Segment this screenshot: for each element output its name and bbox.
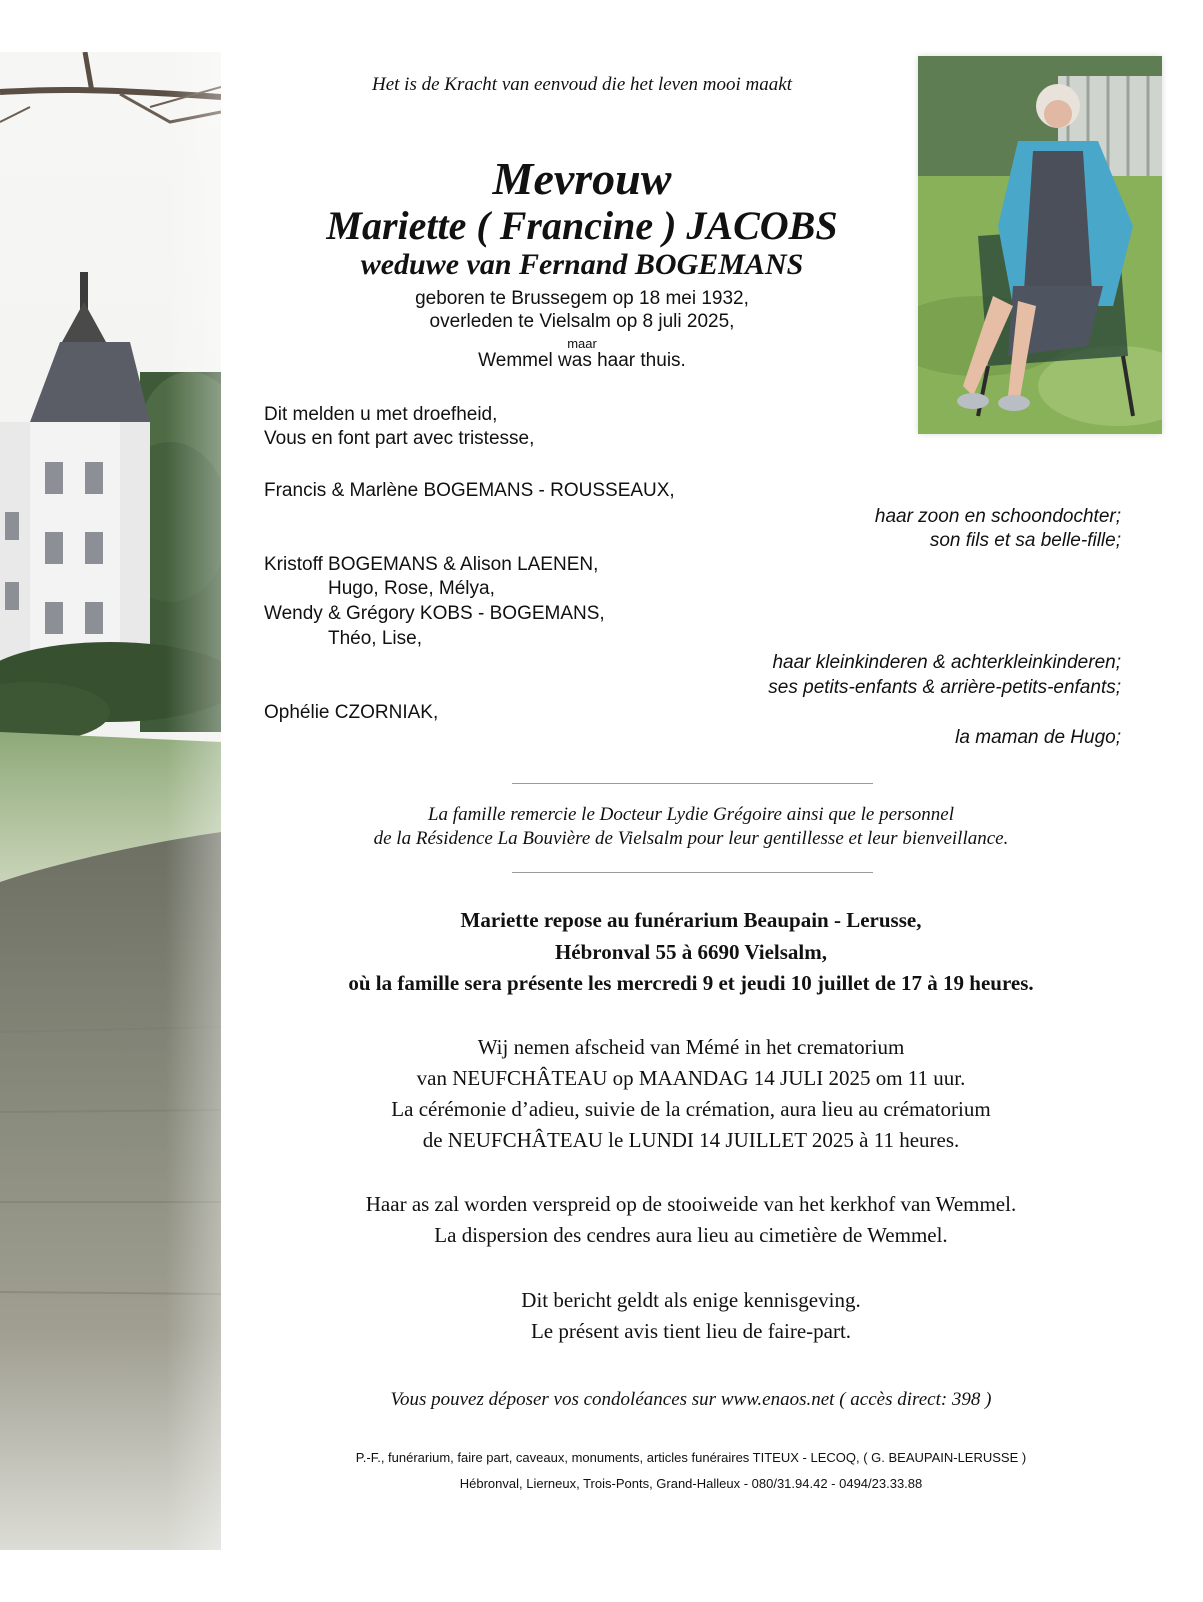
family-other-role: la maman de Hugo; (955, 727, 1121, 748)
repose-line-3: où la famille sera présente les mercredi 9 et jeudi 10 juillet de 17 à 19 heures. (348, 971, 1034, 995)
ceremony-line-3: La cérémonie d’adieu, suivie de la crémation, aura lieu au crématorium (391, 1097, 991, 1121)
portrait-photo (918, 56, 1162, 434)
side-landscape-photo (0, 52, 221, 1550)
ceremony-line-2: van NEUFCHÂTEAU op MAANDAG 14 JULI 2025 om 11 uur. (416, 1066, 966, 1090)
announcement-fr: Vous en font part avec tristesse, (264, 428, 535, 449)
condolences-line: Vous pouvez déposer vos condoléances sur www.enaos.net ( accès direct: 398 ) (390, 1389, 992, 1410)
ceremony-line-4: de NEUFCHÂTEAU le LUNDI 14 JUILLET 2025 à 11 heures. (422, 1128, 960, 1152)
notice-fr: Le présent avis tient lieu de faire-part. (530, 1319, 852, 1343)
divider-bottom (512, 872, 873, 873)
family-grand-role-fr: ses petits-enfants & arrière-petits-enfants; (768, 677, 1121, 698)
family-other: Ophélie CZORNIAK, (264, 702, 439, 723)
ashes-fr: La dispersion des cendres aura lieu au cimetière de Wemmel. (434, 1223, 948, 1247)
notice-nl: Dit bericht geldt als enige kennisgeving. (521, 1288, 861, 1312)
thanks-line-1: La famille remercie le Docteur Lydie Grégoire ainsi que le personnel (427, 804, 955, 825)
widow-of: weduwe van Fernand BOGEMANS (360, 248, 804, 281)
family-great-grandchildren-2: Théo, Lise, (328, 628, 422, 649)
death-line: overleden te Vielsalm op 8 juli 2025, (429, 311, 735, 332)
family-grandchild-2: Wendy & Grégory KOBS - BOGEMANS, (264, 603, 605, 624)
ceremony-line-1: Wij nemen afscheid van Mémé in het crematorium (477, 1035, 905, 1059)
but-word: maar (567, 336, 597, 351)
home-line: Wemmel was haar thuis. (478, 350, 686, 371)
repose-line-2: Hébronval 55 à 6690 Vielsalm, (554, 940, 828, 964)
family-grand-role-nl: haar kleinkinderen & achterkleinkinderen; (772, 652, 1121, 673)
birth-line: geboren te Brussegem op 18 mei 1932, (415, 288, 749, 309)
footer-line-2: Hébronval, Lierneux, Trois-Ponts, Grand-Halleux - 080/31.94.42 - 0494/23.33.88 (459, 1476, 923, 1491)
family-great-grandchildren-1: Hugo, Rose, Mélya, (328, 578, 495, 599)
salutation: Mevrouw (492, 153, 672, 204)
thanks-line-2: de la Résidence La Bouvière de Vielsalm pour leur gentillesse et leur bienveillance. (373, 828, 1009, 849)
footer-line-1: P.-F., funérarium, faire part, caveaux, monuments, articles funéraires TITEUX - LECOQ, ( G. BEAUPAIN-LERUSSE ) (355, 1450, 1027, 1465)
family-son-role-nl: haar zoon en schoondochter; (874, 506, 1121, 527)
family-grandchild-1: Kristoff BOGEMANS & Alison LAENEN, (264, 554, 599, 575)
family-son-role-fr: son fils et sa belle-fille; (929, 530, 1121, 551)
announcement-nl: Dit melden u met droefheid, (264, 404, 498, 425)
deceased-name: Mariette ( Francine ) JACOBS (326, 203, 838, 248)
ashes-nl: Haar as zal worden verspreid op de stooiweide van het kerkhof van Wemmel. (365, 1192, 1017, 1216)
divider-top (512, 783, 873, 784)
family-son: Francis & Marlène BOGEMANS - ROUSSEAUX, (264, 480, 675, 501)
repose-line-1: Mariette repose au funérarium Beaupain - Lerusse, (460, 908, 922, 932)
motto: Het is de Kracht van eenvoud die het leven mooi maakt (372, 74, 792, 95)
